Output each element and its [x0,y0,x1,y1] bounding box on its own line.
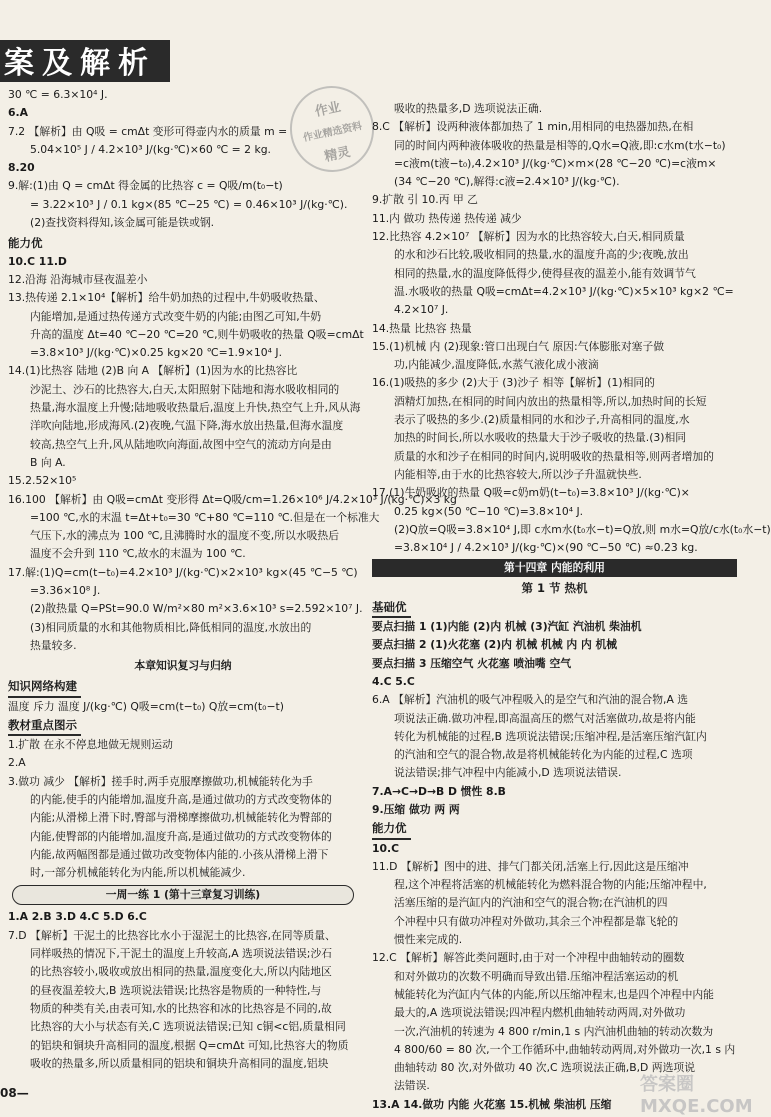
answer-line: 11.内 做功 热传递 热传递 减少 [372,211,522,225]
answer-line: 转化为机械能的过程,B 选项说法错误;压缩冲程,是活塞压缩汽缸内 [394,729,707,743]
answer-line: 要点扫描 3 压缩空气 火花塞 喷油嘴 空气 [372,656,572,670]
answer-line: 的铝块和铜块升高相同的温度,根据 Q=cmΔt 可知,比热容大的物质 [30,1038,349,1052]
answer-line: 说法错误;排气冲程中内能减小,D 选项说法错误. [394,766,622,780]
stamp-line-1: 作业 [313,99,343,120]
answer-line: 13.A 14.做功 内能 火花塞 15.机械 柴油机 压缩 [372,1097,612,1111]
answer-line: 30 ℃ = 6.3×10⁴ J. [8,88,108,101]
answer-line: 的汽油和空气的混合物,故是将机械能转化为内能的过程,C 选项 [394,748,693,762]
answer-line: 升高的温度 Δt=40 ℃−20 ℃=20 ℃,则牛奶吸收的热量 Q吸=cmΔt [30,327,364,341]
answer-line: B 向 A. [30,455,66,469]
answer-line: 8.20 [8,161,35,175]
answer-line: 惯性来完成的. [394,933,463,947]
answer-line: 温度 斥力 温度 J/(kg·℃) Q吸=cm(t−t₀) Q放=cm(t₀−t) [8,699,284,713]
section-heading: 能力优 [372,819,411,839]
site-watermark: 答案圈 MXQE.COM [640,1074,753,1117]
answer-line: 同的时间内两种液体吸收的热量是相等的,Q水=Q液,即:c水m(t水−t₀) [394,138,726,152]
answer-line: 5.04×10⁵ J / 4.2×10³ J/(kg·℃)×60 ℃ = 2 kg. [30,142,271,156]
section-heading: 教材重点图示 [8,716,81,736]
answer-line: 3.做功 减少 【解析】搓手时,两手克服摩擦做功,机械能转化为手 [8,774,313,788]
answer-line: 12.比热容 4.2×10⁷ 【解析】因为水的比热容较大,白天,相同质量 [372,230,685,244]
answer-line: 10.C 11.D [8,254,67,268]
answer-line: 和对外做功的次数不明确而导致出错.压缩冲程活塞运动的机 [394,969,679,983]
stamp-line-2: 作业精选资料 [302,120,364,145]
answer-line: 曲轴转动 80 次,对外做功 40 次,C 选项说法正确,B,D 两选项说 [394,1061,695,1075]
answer-line: 内能;从滑梯上滑下时,臀部与滑梯摩擦做功,机械能转化为臀部的 [30,811,333,825]
answer-line: 0.25 kg×(50 ℃−10 ℃)=3.8×10⁴ J. [394,504,584,518]
answer-line: 洋吹向陆地,形成海风.(2)夜晚,气温下降,海水放出热量,但海水温度 [30,419,344,433]
answer-line: 8.C 【解析】设两种液体都加热了 1 min,用相同的电热器加热,在相 [372,120,694,134]
answer-line: 功,内能减少,温度降低,水蒸气液化成小液滴 [394,358,599,372]
answer-line: (34 ℃−20 ℃),解得:c液=2.4×10³ J/(kg·℃). [394,175,620,189]
answer-line: 表示了吸热的多少.(2)质量相同的水和沙子,升高相同的温度,水 [394,413,690,427]
answer-line: 械能转化为汽缸内气体的内能,所以压缩冲程末,也是四个冲程中内能 [394,987,714,1001]
answer-line: 4.C 5.C [372,674,415,688]
answer-line: =c液m(t液−t₀),4.2×10³ J/(kg·℃)×m×(28 ℃−20 ℃)=c液m× [394,156,717,170]
answer-line: 16.(1)吸热的多少 (2)大于 (3)沙子 相等【解析】(1)相同的 [372,376,655,390]
answer-line: 的水和沙石比较,吸收相同的热量,水的温度升高的少;夜晚,放出 [394,248,689,262]
answer-line: 17.解:(1)Q=cm(t−t₀)=4.2×10³ J/(kg·℃)×2×10³ kg×(45 ℃−5 ℃) [8,565,358,579]
answer-line: 加热的时间长,所以水吸收的热量大于沙子吸收的热量.(3)相同 [394,431,687,445]
answer-line: 最大的,A 选项说法错误;四冲程内燃机曲轴转动两周,对外做功 [394,1006,686,1020]
answer-line: 酒精灯加热,在相同的时间内放出的热量相等,所以,加热时间的长短 [394,394,707,408]
answer-line: (3)相同质量的水和其他物质相比,降低相同的温度,水放出的 [30,620,312,634]
answer-line: 11.D 【解析】图中的进、排气门都关闭,活塞上行,因此这是压缩冲 [372,859,689,873]
answer-line: 要点扫描 2 (1)火花塞 (2)内 机械 机械 内 内 机械 [372,638,618,652]
answer-line: 9.解:(1)由 Q = cmΔt 得金属的比热容 c = Q吸/m(t₀−t) [8,179,283,193]
answer-line: (2)查找资料得知,该金属可能是铁或钢. [30,216,215,230]
section-title: 第 1 节 热机 [521,581,588,596]
answer-line: 一次,汽油机的转速为 4 800 r/min,1 s 内汽油机曲轴的转动次数为 [394,1024,714,1038]
answer-line: =3.8×10³ J/(kg·℃)×0.25 kg×20 ℃=1.9×10⁴ J. [30,346,283,360]
answer-line: 程,这个冲程将活塞的机械能转化为燃料混合物的内能;压缩冲程中, [394,878,707,892]
answer-line: 16.100 【解析】由 Q吸=cmΔt 变形得 Δt=Q吸/cm=1.26×10⁶ J/4.2×10³ J/(kg·℃)×3 kg [8,492,457,506]
answer-line: 项说法正确.做功冲程,即高温高压的燃气对活塞做功,故是将内能 [394,711,696,725]
answer-line: =3.8×10⁴ J / 4.2×10³ J/(kg·℃)×(90 ℃−50 ℃) ≈0.23 kg. [394,541,698,555]
answer-line: 热量较多. [30,638,77,652]
answer-line: 1.A 2.B 3.D 4.C 5.D 6.C [8,910,147,924]
answer-line: 10.C [372,841,400,855]
answer-line: 1.扩散 在永不停息地做无规则运动 [8,738,173,752]
section-heading: 能力优 [8,236,43,251]
answer-line: 内能相等,由于水的比热容较大,所以沙子升温就快些. [394,467,642,481]
answer-line: 较高,热空气上升,风从陆地吹向海面,故图中空气的流动方向是由 [30,437,332,451]
answer-line: 14.热量 比热容 热量 [372,321,472,335]
section-heading: 基础优 [372,598,411,618]
answer-line: 的比热容较小,吸收或放出相同的热量,温度变化大,所以内陆地区 [30,965,332,979]
answer-line: 温.水吸收的热量 Q吸=cmΔt=4.2×10³ J/(kg·℃)×5×10³ kg×2 ℃= [394,284,734,298]
answer-line: 内能,故两幅图都是通过做功改变物体内能的.小孩从滑梯上滑下 [30,847,329,861]
answer-line: 温度不会升到 110 ℃,故水的末温为 100 ℃. [30,547,246,561]
stamp-line-3: 精灵 [323,144,352,165]
chapter-review-banner: 本章知识复习与归纳 [134,659,232,673]
answer-line: 的内能,使手的内能增加,温度升高,是通过做功的方式改变物体的 [30,792,332,806]
answer-line: 内能,使臀部的内能增加,温度升高,是通过做功的方式改变物体的 [30,829,332,843]
answer-line: 物质的种类有关,由表可知,水的比热容和冰的比热容是不同的,故 [30,1001,332,1015]
answer-line: 要点扫描 1 (1)内能 (2)内 机械 (3)汽缸 汽油机 柴油机 [372,620,642,634]
answer-line: 4.2×10⁷ J. [394,303,449,317]
answer-line: 法错误. [394,1079,430,1093]
weekly-practice-banner: 一周一练 1 (第十三章复习训练) [12,885,354,905]
section-heading: 知识网络构建 [8,677,81,697]
header-title: 案及解析 [4,46,156,81]
answer-line: 12.C 【解析】解答此类问题时,由于对一个冲程中曲轴转动的圈数 [372,951,685,965]
chapter-14-banner: 第十四章 内能的利用 [372,559,737,577]
answer-line: 9.压缩 做功 两 两 [372,802,460,816]
answer-line: 时,一部分机械能转化为内能,所以机械能减少. [30,866,246,880]
answer-line: 6.A [8,106,28,120]
right-column [372,100,771,1114]
answer-line: 活塞压缩的是汽缸内的汽油和空气的混合物;在汽油机的四 [394,896,668,910]
answer-line: 沙泥土、沙石的比热容大,白天,太阳照射下陆地和海水吸收相同的 [30,382,340,396]
answer-line: 的昼夜温差较大,B 选项说法错误;比热容是物质的一种特性,与 [30,983,322,997]
answer-line: 内能增加,是通过热传递方式改变牛奶的内能;由图乙可知,牛奶 [30,309,322,323]
answer-line: 同样吸热的情况下,干泥土的温度上升较高,A 选项说法错误;沙石 [30,947,333,961]
page-number: 08— [0,1086,29,1100]
answer-line: 热量,海水温度上升慢;陆地吸收热量后,温度上升快,热空气上升,风从海 [30,401,361,415]
answer-line: =3.36×10⁸ J. [30,584,101,598]
answer-line: 14.(1)比热容 陆地 (2)B 向 A 【解析】(1)因为水的比热容比 [8,364,298,378]
answer-line: 吸收的热量多,D 选项说法正确. [394,102,543,115]
answer-line: 4 800/60 = 80 次,一个工作循环中,曲轴转动两周,对外做功一次,1 s 内 [394,1042,736,1056]
answer-line: 吸收的热量多,所以质量相同的铝块和铜块升高相同的温度,铝块 [30,1056,329,1070]
answer-line: 气压下,水的沸点为 100 ℃,且沸腾时水的温度不变,所以水吸热后 [30,529,340,543]
answer-line: (2)Q放=Q吸=3.8×10⁴ J,即 c水m水(t₀水−t)=Q放,则 m水=Q放/c水(t₀水−t) [394,522,771,536]
answer-line: 2.A [8,756,26,770]
answer-line: 比热容的大小与状态有关,C 选项说法错误;已知 c铜<c铝,质量相同 [30,1020,346,1034]
answer-line: 7.D 【解析】干泥土的比热容比水小于湿泥土的比热容,在同等质量、 [8,928,336,942]
answer-line: (2)散热量 Q=PSt=90.0 W/m²×80 m²×3.6×10³ s=2.592×10⁷ J. [30,602,363,616]
answer-line: 个冲程中只有做功冲程对外做功,其余三个冲程都是靠飞轮的 [394,914,679,928]
answer-line: 质量的水和沙子在相同的时间内,说明吸收的热量相等,则两者增加的 [394,449,714,463]
answer-line: 12.沿海 沿海城市昼夜温差小 [8,272,148,286]
answer-line: 15.2.52×10⁵ [8,474,77,488]
answer-line: 7.2 【解析】由 Q吸 = cmΔt 变形可得壶内水的质量 m = [8,124,288,138]
answer-line: =100 ℃,水的末温 t=Δt+t₀=30 ℃+80 ℃=110 ℃.但是在一个标准大 [30,510,380,524]
answer-line: 6.A 【解析】汽油机的吸气冲程吸入的是空气和汽油的混合物,A 选 [372,693,689,707]
answer-line: 15.(1)机械 内 (2)现象:管口出现白气 原因:气体膨胀对塞子做 [372,339,665,353]
answer-line: 相同的热量,水的温度降低得少,使得昼夜的温差小,能有效调节气 [394,266,696,280]
answer-line: 13.热传递 2.1×10⁴【解析】给牛奶加热的过程中,牛奶吸收热量、 [8,291,325,305]
answer-line: 17.(1)牛奶吸收的热量 Q吸=c奶m奶(t−t₀)=3.8×10³ J/(kg·℃)× [372,486,690,500]
answer-line: 9.扩散 引 10.丙 甲 乙 [372,193,478,207]
answer-line: = 3.22×10³ J / 0.1 kg×(85 ℃−25 ℃) = 0.46×10³ J/(kg·℃). [30,197,348,211]
answer-line: 7.A→C→D→B D 惯性 8.B [372,784,506,798]
